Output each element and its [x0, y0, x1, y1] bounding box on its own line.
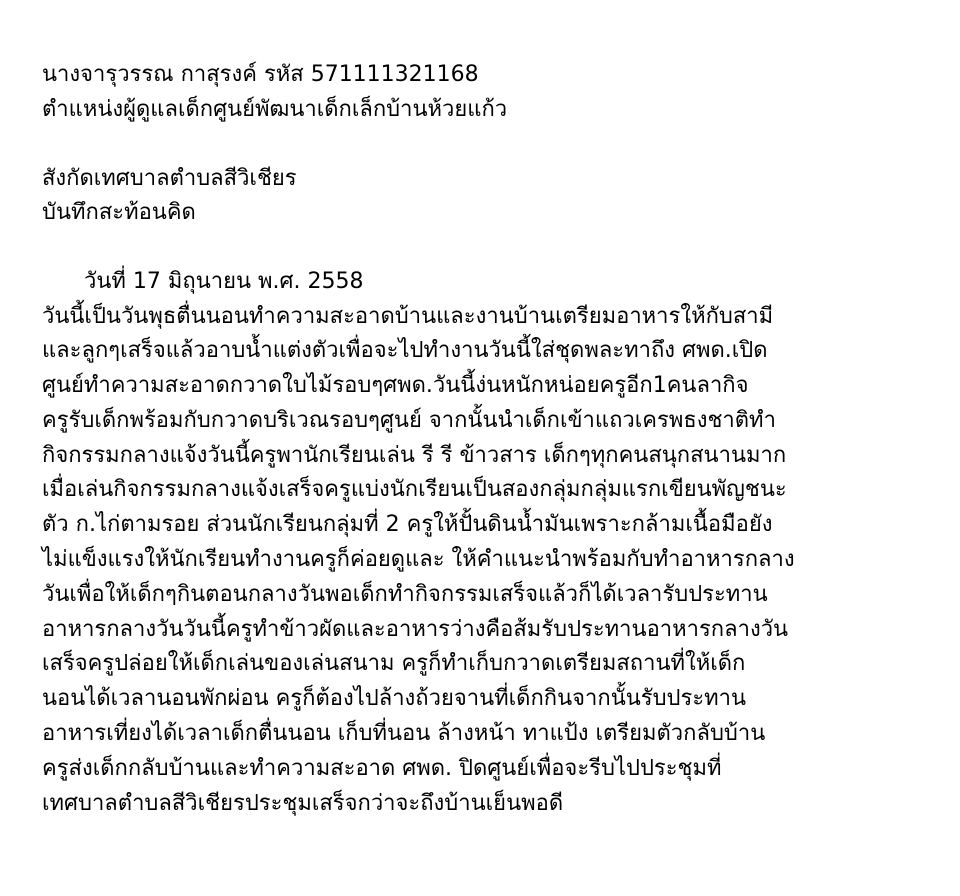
body-line: ครูส่งเด็กกลับบ้านและทำความสะอาด ศพด. ปิดศูนย์เพื่อจะรีบไปประชุมที่ [42, 755, 722, 781]
entry-date: วันที่ 17 มิถุนายน พ.ศ. 2558 [84, 269, 364, 294]
spacer [42, 127, 942, 162]
spacer [42, 231, 942, 266]
body-line: กิจกรรมกลางแจ้งวันนี้ครูพานักเรียนเล่น รี รี ข้าวสาร เด็กๆทุกคนสนุกสนานมาก [42, 442, 787, 468]
body-line: เสร็จครูปล่อยให้เด็กเล่นของเล่นสนาม ครูก็ทำเก็บกวาดเตรียมสถานที่ให้เด็ก [42, 651, 746, 677]
body-line: ศูนย์ทำความสะอาดกวาดใบไม้รอบๆศพด.วันนี้ง่นหนักหน่อยครูอีก1คนลากิจ [42, 373, 749, 399]
affiliation-line: สังกัดเทศบาลตำบลสีวิเชียร [42, 165, 297, 191]
body-line: วันนี้เป็นวันพุธตื่นนอนทำความสะอาดบ้านและงานบ้านเตรียมอาหารให้กับสามี [42, 303, 774, 329]
body-line: และลูกๆเสร็จแล้วอาบน้ำแต่งตัวเพื่อจะไปทำงานวันนี้ใส่ชุดพละทาถึง ศพด.เปิด [42, 338, 768, 364]
reflection-document [42, 58, 942, 821]
body-line: ตัว ก.ไก่ตามรอย ส่วนนักเรียนกลุ่มที่ 2 ครูให้ปั้นดินน้ำมันเพราะกล้ามเนื้อมือยัง [42, 512, 773, 538]
author-name-line: นางจารุวรรณ กาสุรงค์ รหัส 571111321168 [42, 62, 479, 87]
document-title: บันทึกสะท้อนคิด [42, 200, 196, 225]
body-line: เทศบาลตำบลสีวิเชียรประชุมเสร็จกว่าจะถึงบ้านเย็นพอดี [42, 790, 564, 816]
body-line: ไม่แข็งแรงให้นักเรียนทำงานครูก็ค่อยดูและ ให้คำแนะนำพร้อมกับทำอาหารกลาง [42, 547, 795, 573]
body-line: ครูรับเด็กพร้อมกับกวาดบริเวณรอบๆศูนย์ จากนั้นนำเด็กเข้าแถวเครพธงชาติทำ [42, 407, 776, 433]
position-line: ตำแหน่งผู้ดูแลเด็กศูนย์พัฒนาเด็กเล็กบ้านห้วยแก้ว [42, 96, 508, 122]
body-line: นอนได้เวลานอนพักผ่อน ครูก็ต้องไปล้างถ้วยจานที่เด็กกินจากนั้นรับประทาน [42, 686, 747, 712]
body-line: วันเพื่อให้เด็กๆกินตอนกลางวันพอเด็กทำกิจกรรมเสร็จแล้วก็ได้เวลารับประทาน [42, 581, 768, 607]
body-line: เมื่อเล่นกิจกรรมกลางแจ้งเสร็จครูแบ่งนักเรียนเป็นสองกลุ่มกลุ่มแรกเขียนพัญชนะ [42, 477, 787, 503]
entry-body [42, 300, 942, 822]
body-line: อาหารกลางวันวันนี้ครูทำข้าวผัดและอาหารว่างคือส้มรับประทานอาหารกลางวัน [42, 616, 789, 642]
body-line: อาหารเที่ยงได้เวลาเด็กตื่นนอน เก็บที่นอน ล้างหน้า ทาแป้ง เตรียมตัวกลับบ้าน [42, 721, 766, 747]
